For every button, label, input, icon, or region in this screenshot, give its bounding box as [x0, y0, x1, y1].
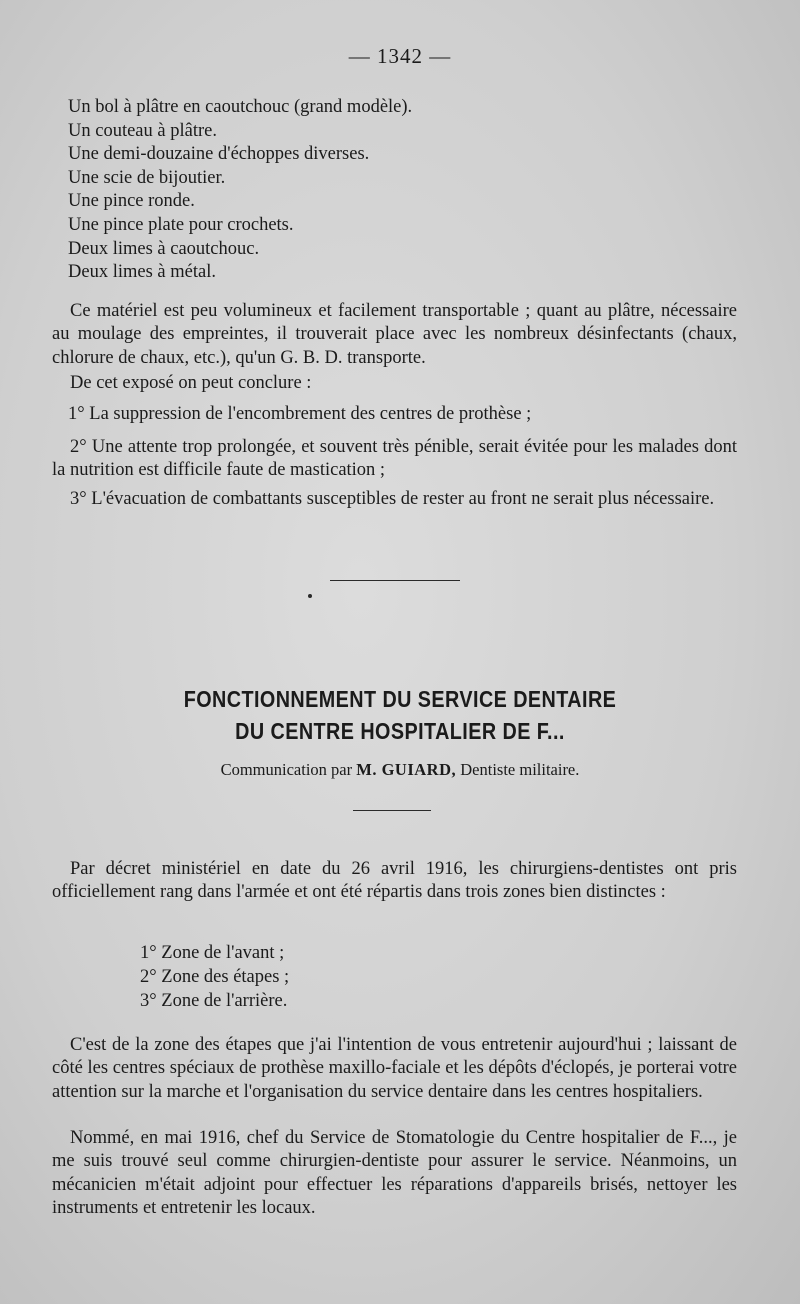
page-number: — 1342 —	[348, 44, 452, 68]
list-item: Une demi-douzaine d'échoppes diverses.	[68, 144, 370, 165]
section-divider	[330, 580, 460, 581]
section-heading: DU CENTRE HOSPITALIER DE F...	[235, 718, 565, 744]
paragraph-nomme: Nommé, en mai 1916, chef du Service de Stomatologie du Centre hospitalier de F..., je me suis trouvé seul comme chirurgien-dentiste pour assurer le service. Néanmoins, un mécanicien m'était adjoint pour effectuer les réparations d'appareils brisés, nettoyer les instruments et entretenir les locaux.	[52, 1128, 737, 1219]
equipment-list	[68, 96, 412, 285]
paragraph-material: Ce matériel est peu volumineux et facilement transportable ; quant au plâtre, nécessaire au moulage des empreintes, il trouverait place avec les nombreux désinfectants (chaux, chlorure de chaux, etc.), qu'un G. B. D. transporte.	[52, 301, 737, 368]
byline-author: M. GUIARD,	[356, 760, 457, 779]
zone-item: 2° Zone des étapes ;	[140, 967, 290, 987]
list-item: Un bol à plâtre en caoutchouc (grand modèle).	[68, 97, 413, 117]
byline-suffix: Dentiste militaire.	[460, 760, 580, 779]
list-item: Une pince ronde.	[68, 191, 195, 212]
zone-item: 3° Zone de l'arrière.	[140, 991, 288, 1011]
heading-divider	[353, 810, 431, 811]
byline	[0, 760, 800, 780]
conclusion-item: 3° L'évacuation de combattants susceptibles de rester au front ne serait plus nécessaire.	[70, 489, 715, 509]
conclusion-item: 1° La suppression de l'encombrement des centres de prothèse ;	[68, 404, 532, 424]
list-item: Une scie de bijoutier.	[68, 167, 226, 188]
byline-prefix: Communication par	[220, 760, 353, 779]
list-item: Un couteau à plâtre.	[68, 120, 217, 141]
zone-item: 1° Zone de l'avant ;	[140, 943, 285, 963]
paragraph-conclude: De cet exposé on peut conclure :	[70, 373, 312, 393]
conclusion-item: 2° Une attente trop prolongée, et souvent très pénible, serait évitée pour les malades dont la nutrition est difficile faute de mastication ;	[52, 437, 737, 481]
list-item: Une pince plate pour crochets.	[68, 214, 294, 235]
section-heading: FONCTIONNEMENT DU SERVICE DENTAIRE	[183, 686, 617, 712]
divider-dot	[308, 594, 312, 598]
paragraph-etapes: C'est de la zone des étapes que j'ai l'intention de vous entretenir aujourd'hui ; laissant de côté les centres spéciaux de prothèse maxillo-faciale et les dépôts d'éclopés, je porterai votre attention sur la marche et l'organisation du service dentaire dans les centres hospitaliers.	[52, 1035, 737, 1102]
list-item: Deux limes à caoutchouc.	[68, 238, 260, 259]
paragraph-decree: Par décret ministériel en date du 26 avril 1916, les chirurgiens-dentistes ont pris officiellement rang dans l'armée et ont été répartis dans trois zones bien distinctes :	[52, 859, 737, 903]
list-item: Deux limes à métal.	[68, 262, 216, 283]
